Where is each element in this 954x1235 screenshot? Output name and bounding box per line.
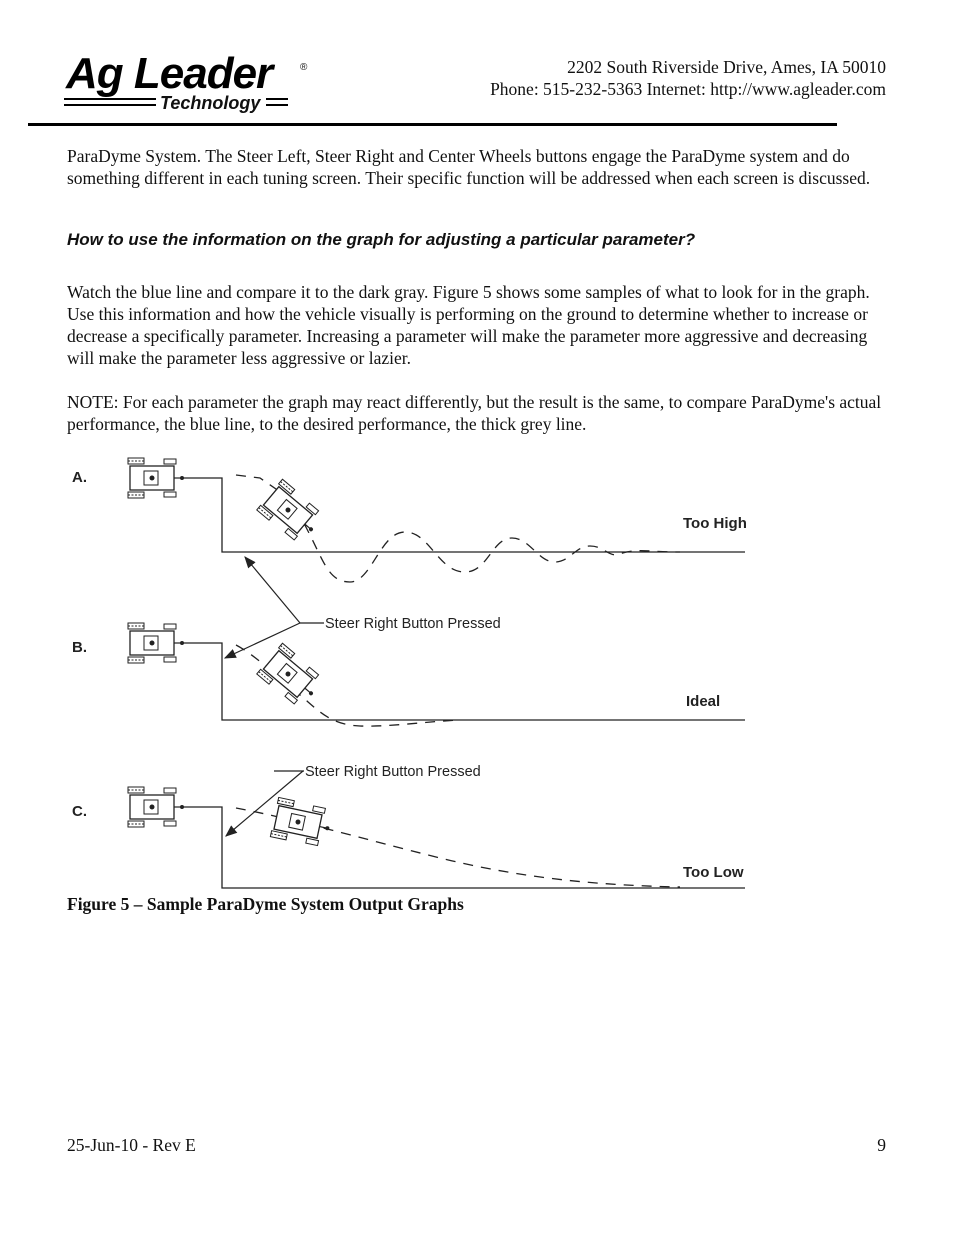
body-paragraph-3: NOTE: For each parameter the graph may react differently, but the result is the same, to compare ParaDyme's actual performance, the blue line, to the desired performance, the thick grey line.: [67, 392, 882, 434]
desired-path-c: [182, 807, 745, 888]
figure-caption: Figure 5 – Sample ParaDyme System Output Graphs: [67, 894, 464, 914]
logo-line-right-bottom: [266, 104, 288, 106]
tractor-turning-icon: [270, 797, 333, 848]
tractor-turning-icon: [257, 643, 326, 710]
logo-line-right-top: [266, 98, 288, 100]
tractor-turning-icon: [257, 479, 326, 546]
panel-b-result: Ideal: [686, 693, 721, 710]
body-paragraph-1: ParaDyme System. The Steer Left, Steer Right and Center Wheels buttons engage the ParaDyme system and do something different in each tuning screen. Their specific function will be addressed when each screen is discussed.: [67, 146, 871, 188]
callout-1-text: Steer Right Button Pressed: [325, 616, 501, 632]
logo-registered-mark: ®: [300, 62, 308, 73]
page-number: 9: [877, 1135, 886, 1155]
panel-c: [72, 787, 745, 888]
actual-path-a: [236, 475, 680, 582]
logo-line-bottom: [64, 104, 156, 106]
callout-1: [225, 557, 501, 658]
figure-graphs: [60, 450, 760, 895]
tractor-icon: [128, 623, 184, 663]
callout-2-text: Steer Right Button Pressed: [305, 764, 481, 780]
logo-line-top: [64, 98, 156, 100]
tractor-icon: [128, 458, 184, 498]
callout-arrow-up: [245, 557, 300, 623]
callout-2: [226, 764, 481, 836]
panel-a-label: A.: [72, 469, 87, 486]
panel-c-label: C.: [72, 803, 87, 820]
logo-subtitle: Technology: [160, 93, 261, 113]
tractor-icon: [128, 787, 184, 827]
body-paragraph-2: Watch the blue line and compare it to the dark gray. Figure 5 shows some samples of what to look for in the graph. Use this information and how the vehicle visually is performing on the ground to determine whether to increase or decrease a specifically parameter. Increasing a parameter will make the parameter more aggressive and decreasing will make the parameter less aggressive or lazier.: [67, 282, 870, 368]
panel-b: [72, 623, 745, 726]
footer-date-revision: 25-Jun-10 - Rev E: [67, 1135, 196, 1155]
panel-a-result: Too High: [683, 515, 747, 532]
panel-c-result: Too Low: [683, 864, 744, 881]
contact-line: Phone: 515-232-5363 Internet: http://www.agleader.com: [490, 79, 886, 99]
company-logo: [60, 49, 320, 118]
panel-b-label: B.: [72, 639, 87, 656]
address-line: 2202 South Riverside Drive, Ames, IA 50010: [567, 57, 886, 77]
header-divider: [28, 123, 837, 126]
logo-subtitle-row: [60, 92, 300, 116]
panel-a: [72, 458, 747, 582]
section-heading: How to use the information on the graph for adjusting a particular parameter?: [67, 230, 696, 249]
logo-wordmark: Ag Leader: [66, 49, 273, 98]
company-address: [490, 56, 886, 100]
actual-path-b: [236, 645, 460, 726]
